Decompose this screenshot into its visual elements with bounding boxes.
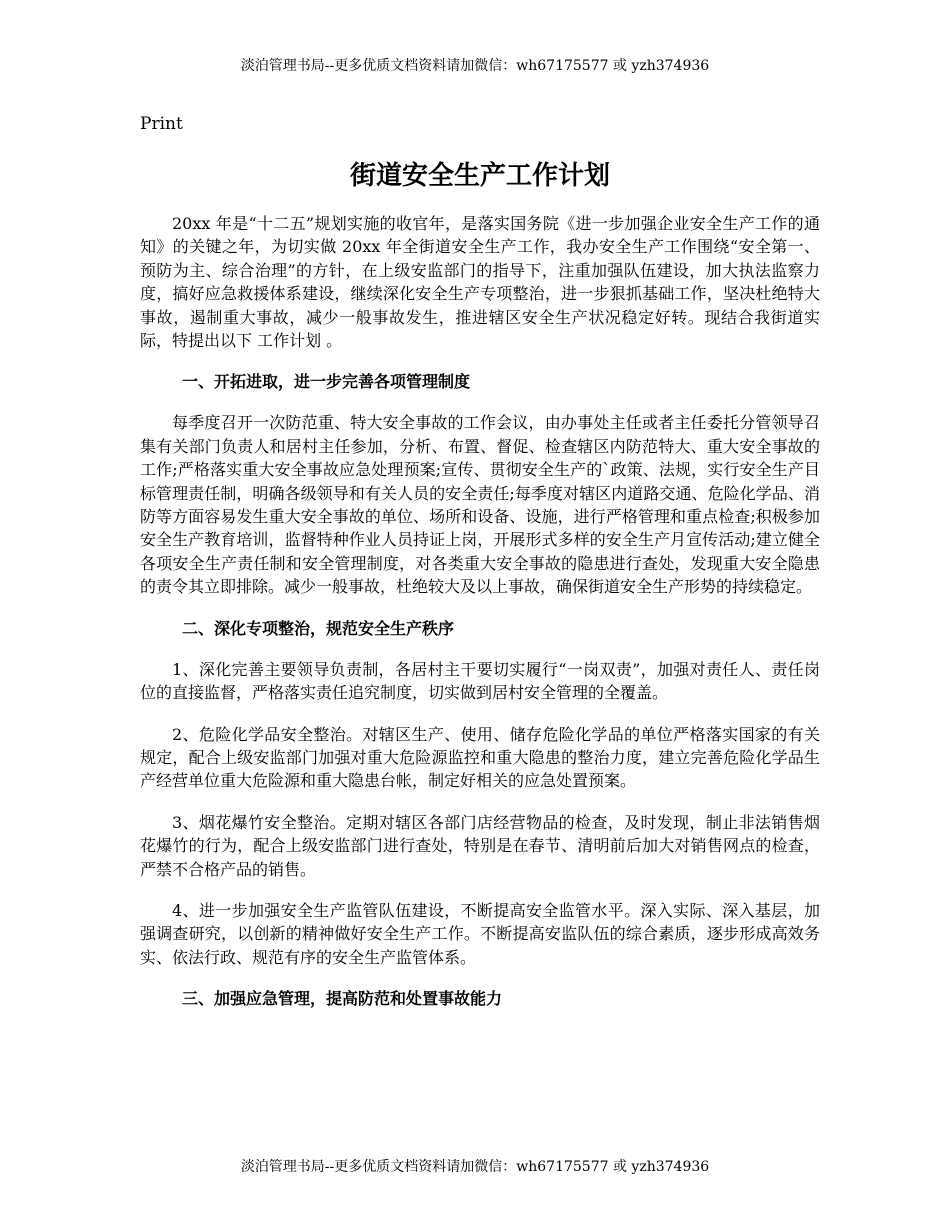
document-title: 街道安全生产工作计划 — [349, 161, 610, 191]
intro-paragraph: 20xx 年是“十二五”规划实施的收官年，是落实国务院《进一步加强企业安全生产工作的通知》的关键之年，为切实做 20xx 年全街道安全生产工作，我办安全生产工作围绕“安全第一、预防为主、综合治理”的方针，在上级安监部门的指导下，注重加强队伍建设，加大执法监察力度，搞好应急救援体系建设，继续深化安全生产专项整治，进一步狠抓基础工作，坚决杜绝特大事故，遏制重大事故，减少一般事故发生，推进辖区安全生产状况稳定好转。现结合我街道实际，特提出以下 工作计划 。 — [140, 214, 820, 351]
page-header: 淡泊管理书局--更多优质文档资料请加微信：wh67175577 或 yzh374936 — [240, 58, 710, 74]
section-2-paragraph-2: 2、危险化学品安全整治。对辖区生产、使用、储存危险化学品的单位严格落实国家的有关规定，配合上级安监部门加强对重大危险源监控和重大隐患的整治力度，建立完善危险化学品生产经营单位重大危险源和重大隐患台帐，制定好相关的应急处置预案。 — [140, 724, 820, 791]
section-2-paragraph-4: 4、进一步加强安全生产监管队伍建设，不断提高安全监管水平。深入实际、深入基层，加强调查研究，以创新的精神做好安全生产工作。不断提高安监队伍的综合素质，逐步形成高效务实、依法行政、规范有序的安全生产监管体系。 — [140, 900, 820, 967]
section-heading-2: 二、深化专项整治，规范安全生产秩序 — [182, 618, 455, 638]
section-heading-3: 三、加强应急管理，提高防范和处置事故能力 — [182, 989, 503, 1009]
section-2-paragraph-3: 3、烟花爆竹安全整治。定期对辖区各部门店经营物品的检查，及时发现，制止非法销售烟花爆竹的行为，配合上级安监部门进行查处，特别是在春节、清明前后加大对销售网点的检查，严禁不合格产品的销售。 — [140, 812, 820, 879]
section-2-paragraph-1: 1、深化完善主要领导负责制，各居村主干要切实履行“一岗双责”，加强对责任人、责任岗位的直接监督，严格落实责任追究制度，切实做到居村安全管理的全覆盖。 — [140, 659, 820, 703]
print-label: Print — [140, 114, 183, 134]
document-body — [140, 112, 820, 1028]
section-1-paragraph-1: 每季度召开一次防范重、特大安全事故的工作会议，由办事处主任或者主任委托分管领导召集有关部门负责人和居村主任参加，分析、布置、督促、检查辖区内防范特大、重大安全事故的工作;严格落实重大安全事故应急处理预案;宣传、贯彻安全生产的`政策、法规，实行安全生产目标管理责任制，明确各级领导和有关人员的安全责任;每季度对辖区内道路交通、危险化学品、消防等方面容易发生重大安全事故的单位、场所和设备、设施，进行严格管理和重点检查;积极参加安全生产教育培训，监督特种作业人员持证上岗，开展形式多样的安全生产月宣传活动;建立健全各项安全生产责任制和安全管理制度，对各类重大安全事故的隐患进行查处，发现重大安全隐患的责令其立即排除。减少一般事故，杜绝较大及以上事故，确保街道安全生产形势的持续稳定。 — [140, 413, 820, 597]
section-heading-1: 一、开拓进取，进一步完善各项管理制度 — [182, 372, 471, 392]
page-footer: 淡泊管理书局--更多优质文档资料请加微信：wh67175577 或 yzh374936 — [240, 1159, 710, 1175]
